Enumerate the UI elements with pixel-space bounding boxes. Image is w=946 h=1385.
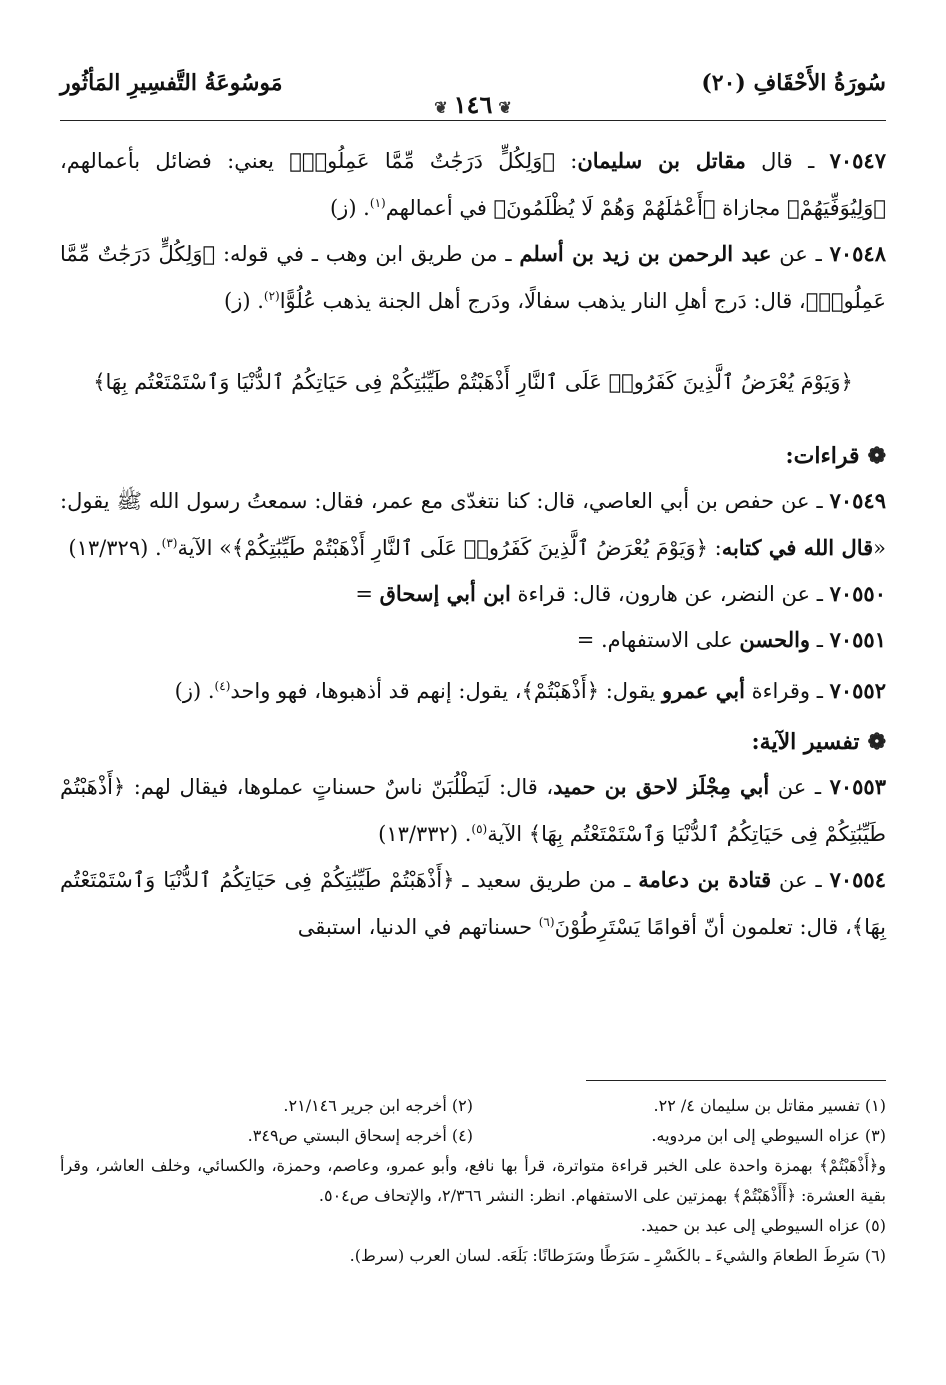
entry-number: ٧٠٥٤٨ xyxy=(829,241,886,266)
entry-number: ٧٠٥٤٩ xyxy=(829,488,886,513)
narrator-name: أبي مِجْلَز لاحق بن حميد xyxy=(553,774,770,799)
footnote-divider xyxy=(586,1080,886,1081)
entry-number: ٧٠٥٤٧ xyxy=(829,148,886,173)
section-heading-tafsir xyxy=(60,722,886,762)
entry-paragraph xyxy=(60,859,886,948)
entry-text: : ﴿وَيَوْمَ يُعْرَضُ ٱلَّذِينَ كَفَرُوا۟ عَلَى ٱلنَّارِ أَذْهَبْتُمْ طَيِّبَٰتِكُمْ﴾» الآية xyxy=(177,536,722,560)
entry-tail: . (١٣/٣٣٢) xyxy=(378,822,472,846)
entry-text: على الاستفهام. = xyxy=(576,628,740,652)
page-number: ١٤٦ xyxy=(453,90,493,119)
footnote-ref: (٦) xyxy=(538,915,555,929)
footnote-note: و﴿أَذْهَبْتُمْ﴾ بهمزة واحدة على الخبر قراءة متواترة، قرأ بها نافع، وأبو عمرو، وعاصم، وحمزة، والكسائي، وخلف العاشر، وقرأ بقية العشرة: ﴿أَأَذْهَبْتُمْ﴾ بهمزتين على الاستفهام. انظر: النشر ٢/٣٦٦، والإتحاف ص٥٠٤. xyxy=(60,1156,886,1205)
narrator-name: والحسن xyxy=(739,627,811,652)
narrator-name: مقاتل بن سليمان xyxy=(577,148,746,173)
entry-text: ـ من طريق سعيد ـ ﴿أَذْهَبْتُمْ طَيِّبَٰتِكُمْ فِى حَيَاتِكُمُ ٱلدُّنْيَا وَٱسْتَمْتَعْتُم بِهَا﴾، قال: تعلمون أنّ أقوامًا يَسْتَرِطُوْنَ xyxy=(60,868,886,939)
entry-prefix: ـ عن xyxy=(771,868,822,892)
footnote-1: (١) تفسير مقاتل بن سليمان ٤/ ٢٢. xyxy=(653,1096,886,1115)
entry-text: ـ من طريق ابن وهب ـ في قوله: ﴿وَلِكُلٍّ دَرَجَٰتٌ مِّمَّا عَمِلُوا۟﴾، قال: دَرج أهلِ النار يذهب سفالًا، ودَرج أهل الجنة يذهب عُلُوًّا xyxy=(60,242,886,313)
footnote-ref: (٢) xyxy=(263,289,280,303)
header-divider xyxy=(60,120,886,121)
footnote-6: (٦) سَرِطَ الطعامَ والشيءَ ـ بالكَسْرِ ـ سَرَطًا وسَرَطانًا: بَلَعَه. لسان العرب (سرط). xyxy=(349,1246,886,1265)
narrator-name: قال الله في كتابه xyxy=(721,535,874,560)
footnote-ref: (٣) xyxy=(161,536,178,550)
entry-text: ، قال: لَيَطْلُبَنّ ناسٌ حسناتٍ عملوها، فيقال لهم: ﴿أَذْهَبْتُمْ طَيِّبَٰتِكُمْ فِى حَيَاتِكُمُ ٱلدُّنْيَا وَٱسْتَمْتَعْتُم بِهَا﴾ الآية xyxy=(60,775,886,846)
entry-tail: . (ز) xyxy=(329,196,370,220)
entry-number: ٧٠٥٥٠ xyxy=(829,581,886,606)
entry-prefix: ـ عن النضر، عن هارون، قال: قراءة xyxy=(510,582,823,606)
quran-verse: ﴿وَيَوْمَ يُعْرَضُ ٱلَّذِينَ كَفَرُوا۟ عَلَى ٱلنَّارِ أَذْهَبْتُمْ طَيِّبَٰتِكُمْ فِى حَيَاتِكُمُ ٱلدُّنْيَا وَٱسْتَمْتَعْتُم بِهَا﴾ xyxy=(93,370,853,394)
entry-prefix: ـ عن xyxy=(771,242,822,266)
entry-prefix: ـ وقراءة xyxy=(744,679,823,703)
entry-paragraph xyxy=(60,573,886,615)
section-title: قراءات: xyxy=(785,443,860,469)
section-heading-qiraat xyxy=(60,436,886,476)
footnote-ref: (٤) xyxy=(214,679,231,693)
entry-tail: حسناتهم في الدنيا، استبقى xyxy=(297,915,539,939)
entry-text: يقول: ﴿أَذْهَبْتُمْ﴾، يقول: إنهم قد أذهبوها، فهو واحد xyxy=(230,679,663,703)
surah-name: سُورَةُ الأَحْقَافِ (٢٠) xyxy=(701,70,886,96)
footnote-4: (٤) أخرجه إسحاق البستي ص٣٤٩. xyxy=(247,1126,473,1145)
narrator-name: أبي عمرو xyxy=(662,678,745,703)
ornament-icon: ❦ xyxy=(434,98,448,117)
entry-tail: . (١٣/٣٢٩) xyxy=(68,536,162,560)
narrator-name: ابن أبي إسحاق xyxy=(379,581,511,606)
flower-ornament-icon: ❁ xyxy=(867,729,886,755)
entry-prefix: ـ xyxy=(810,628,823,652)
footnote-row xyxy=(60,1091,886,1121)
main-text xyxy=(60,140,886,952)
ornament-icon: ❦ xyxy=(498,98,512,117)
narrator-name: قتادة بن دعامة xyxy=(638,867,772,892)
running-head xyxy=(60,62,886,122)
entry-prefix: ـ عن حفص بن أبي العاصي، قال: كنا نتغدّى مع عمر، فقال: سمعتُ رسول الله ﷺ يقول: « xyxy=(60,489,886,560)
entry-prefix: ـ عن xyxy=(769,775,822,799)
entry-paragraph xyxy=(60,665,886,712)
entry-paragraph xyxy=(60,480,886,569)
footnote-ref: (٥) xyxy=(471,822,488,836)
narrator-name: عبد الرحمن بن زيد بن أسلم xyxy=(519,241,772,266)
entry-number: ٧٠٥٥٣ xyxy=(829,774,886,799)
entry-tail: . (ز) xyxy=(224,289,264,313)
footnote-5: (٥) عزاه السيوطي إلى عبد بن حميد. xyxy=(640,1216,886,1235)
section-title: تفسير الآية: xyxy=(751,729,860,755)
entry-paragraph xyxy=(60,766,886,855)
book-title: مَوسُوعَةُ التَّفسِيرِ المَأثُور xyxy=(60,70,283,96)
footnotes xyxy=(60,1080,886,1271)
entry-text: = xyxy=(355,582,380,606)
entry-paragraph xyxy=(60,233,886,322)
entry-tail: . (ز) xyxy=(174,679,215,703)
entry-number: ٧٠٥٥١ xyxy=(829,627,886,652)
entry-prefix: ـ قال xyxy=(745,149,815,173)
footnote-2: (٢) أخرجه ابن جرير ٢١/١٤٦. xyxy=(283,1096,473,1115)
footnote-row xyxy=(60,1121,886,1151)
entry-paragraph xyxy=(60,619,886,661)
entry-number: ٧٠٥٥٤ xyxy=(829,867,886,892)
entry-text: : ﴿وَلِكُلٍّ دَرَجَٰتٌ مِّمَّا عَمِلُوا۟﴾ يعني: فضائل بأعمالهم، ﴿وَلِيُوَفِّيَهُمْ﴾ مجازاة ﴿أَعْمَٰلَهُمْ وَهُمْ لَا يُظْلَمُونَ﴾ في أعمالهم xyxy=(60,149,886,220)
entry-paragraph xyxy=(60,140,886,229)
footnote-3: (٣) عزاه السيوطي إلى ابن مردويه. xyxy=(651,1126,886,1145)
entry-number: ٧٠٥٥٢ xyxy=(829,678,886,703)
footnote-ref: (١) xyxy=(369,196,386,210)
flower-ornament-icon: ❁ xyxy=(867,443,886,469)
